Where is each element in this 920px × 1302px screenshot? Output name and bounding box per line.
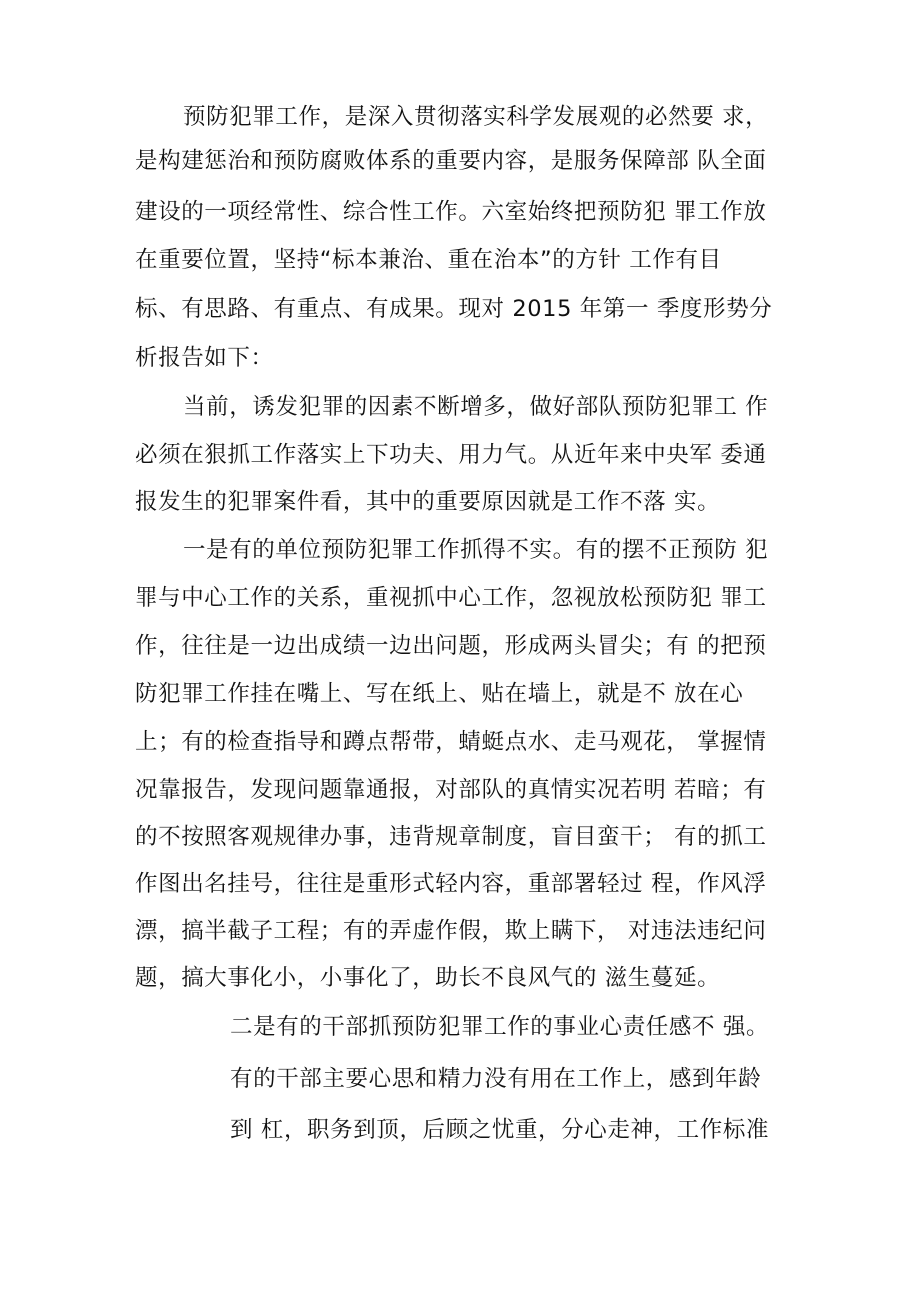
paragraph-3-line-10: 题，搞大事化小，小事化了，助长不良风气的 滋生蔓延。: [135, 965, 721, 991]
paragraph-3-line-4: 防犯罪工作挂在嘴上、写在纸上、贴在墙上，就是不 放在心: [135, 681, 744, 707]
paragraph-3-line-5: 上；有的检查指导和蹲点帮带，蜻蜓点水、走马观花， 掌握情: [135, 729, 767, 755]
paragraph-4-line-2: 有的干部主要心思和精力没有用在工作上，感到年龄: [230, 1066, 762, 1092]
paragraph-1-line-2: 是构建惩治和预防腐败体系的重要内容，是服务保障部 队全面: [135, 148, 767, 174]
paragraph-3-line-1: 一是有的单位预防犯罪工作抓得不实。有的摆不正预防 犯: [183, 537, 769, 563]
paragraph-3-line-9: 漂，搞半截子工程；有的弄虚作假，欺上瞒下， 对违法违纪问: [135, 918, 767, 944]
paragraph-3-line-7: 的不按照客观规律办事，违背规章制度，盲目蛮干； 有的抓工: [135, 824, 767, 850]
paragraph-3-line-6: 况靠报告，发现问题靠通报，对部队的真情实况若明 若暗；有: [135, 777, 767, 803]
paragraph-1-line-3: 建设的一项经常性、综合性工作。六室始终把预防犯 罪工作放: [135, 199, 767, 225]
paragraph-1-line-1: 预防犯罪工作，是深入贯彻落实科学发展观的必然要 求，: [183, 104, 769, 130]
paragraph-1-line-5: 标、有思路、有重点、有成果。现对 2015 年第一 季度形势分: [135, 296, 773, 322]
paragraph-1-line-4: 在重要位置，坚持“标本兼治、重在治本”的方针 工作有目: [135, 247, 722, 273]
paragraph-2-line-3: 报发生的犯罪案件看，其中的重要原因就是工作不落 实。: [135, 489, 721, 515]
paragraph-4-line-1: 二是有的干部抓预防犯罪工作的事业心责任感不 强。: [230, 1014, 770, 1040]
paragraph-3-line-3: 作，往往是一边出成绩一边出问题，形成两头冒尖；有 的把预: [135, 633, 767, 659]
paragraph-3-line-8: 作图出名挂号，往往是重形式轻内容，重部署轻过 程，作风浮: [135, 871, 767, 897]
paragraph-2-line-1: 当前，诱发犯罪的因素不断增多，做好部队预防犯罪工 作: [183, 394, 769, 420]
paragraph-4-line-3: 到 杠，职务到顶，后顾之忧重，分心走神，工作标准: [230, 1117, 770, 1143]
paragraph-2-line-2: 必须在狠抓工作落实上下功夫、用力气。从近年来中央军 委通: [135, 442, 767, 468]
paragraph-3-line-2: 罪与中心工作的关系，重视抓中心工作，忽视放松预防犯 罪工: [135, 585, 767, 611]
paragraph-1-line-6: 析报告如下：: [135, 345, 274, 371]
